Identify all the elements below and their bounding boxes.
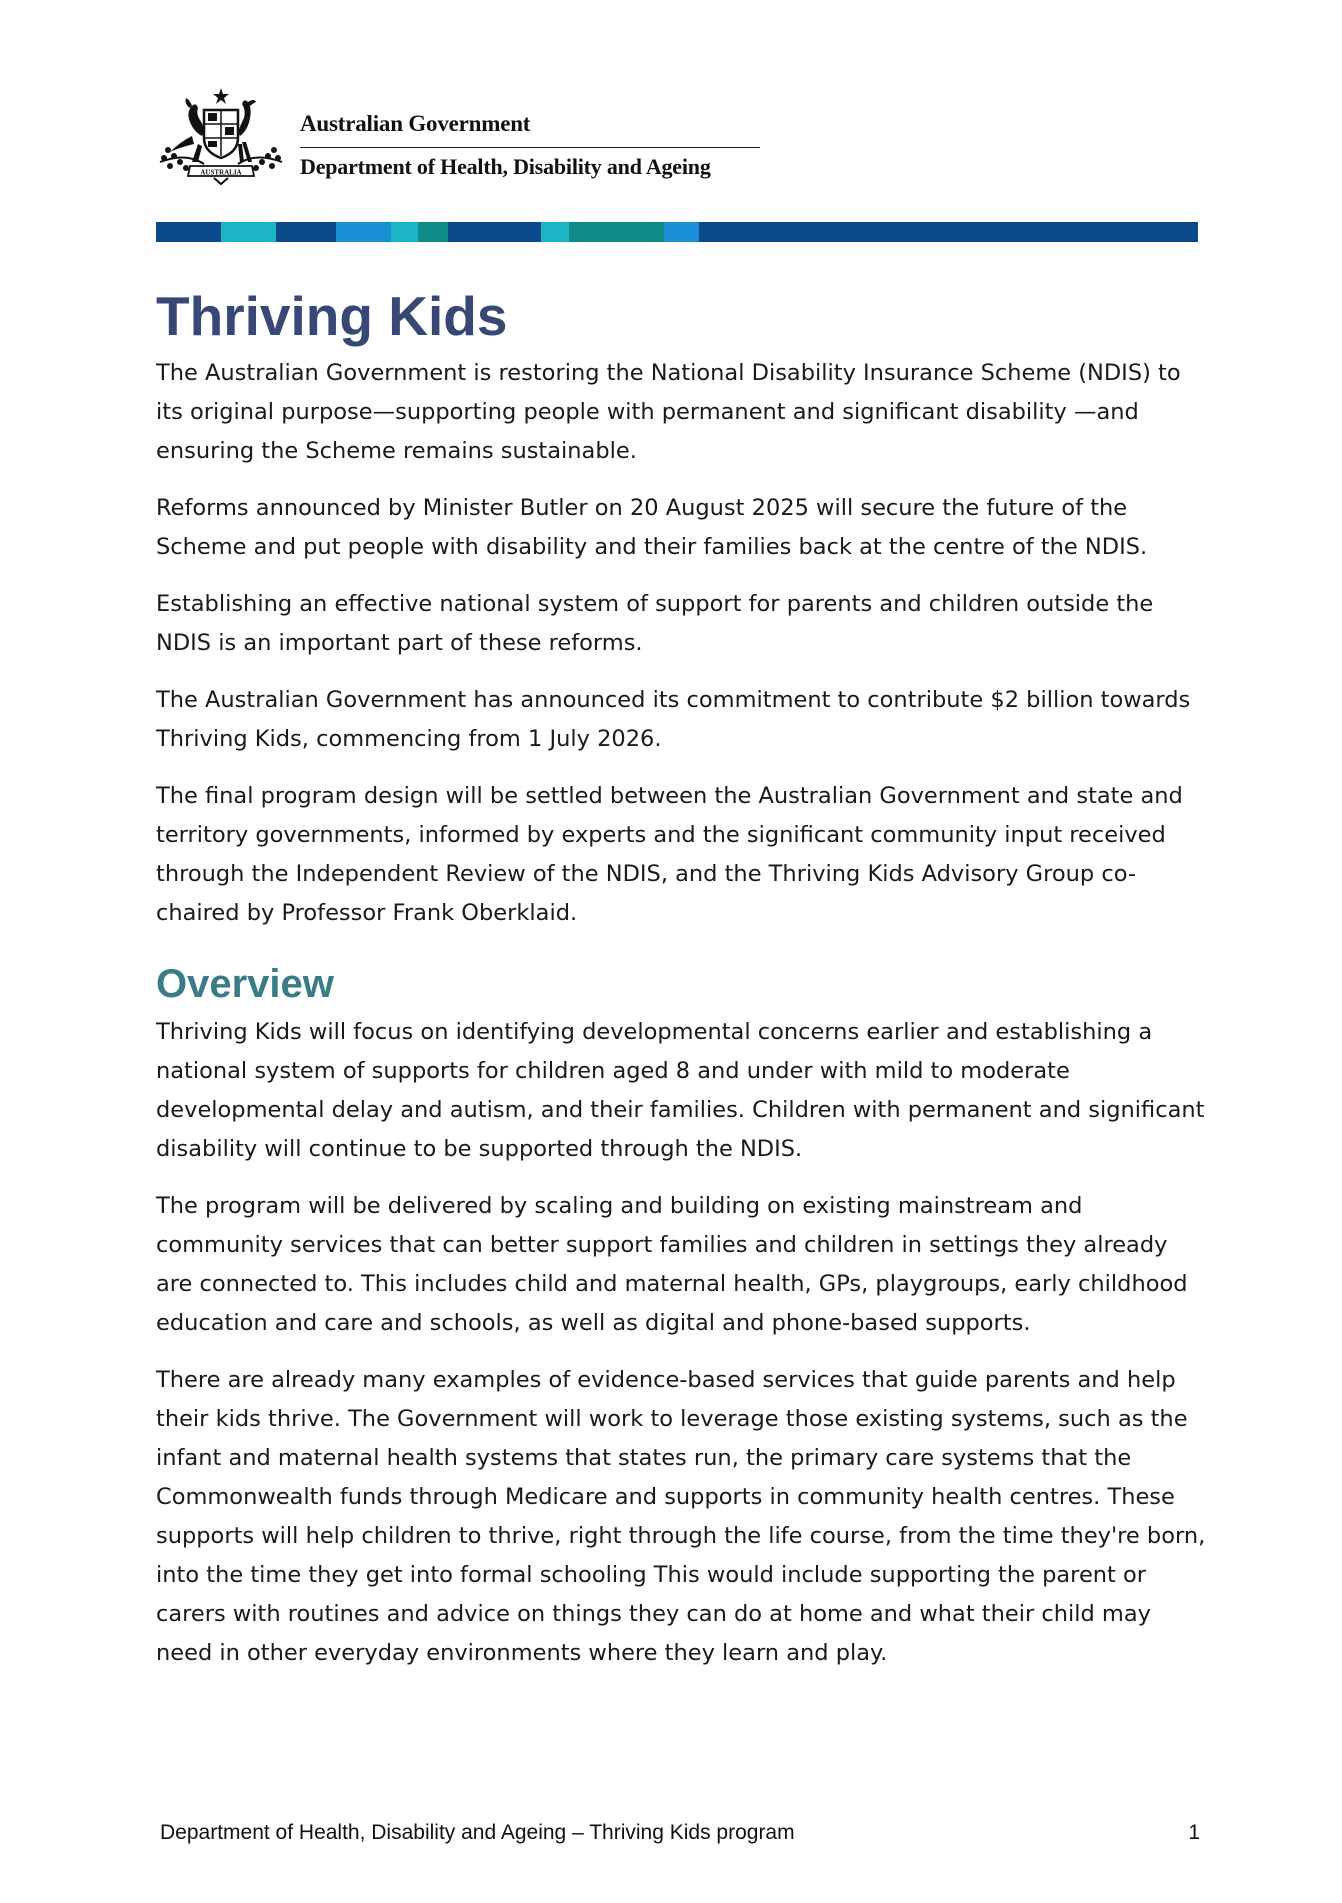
strip-segment [448, 222, 541, 242]
strip-segment [276, 222, 336, 242]
crest-motto: AUSTRALIA [200, 168, 242, 177]
strip-segment [156, 222, 221, 242]
footer-text: Department of Health, Disability and Ageing – Thriving Kids program [160, 1821, 795, 1844]
strip-segment [541, 222, 569, 242]
intro-paragraph: Reforms announced by Minister Butler on 20 August 2025 will secure the future of the Scheme and put people with disability and their families back at the centre of the NDIS. [156, 495, 1148, 560]
strip-segment [391, 222, 418, 242]
department-name: Department of Health, Disability and Ageing [300, 154, 711, 179]
decorative-colour-strip [156, 222, 1198, 242]
strip-segment [699, 222, 1198, 242]
strip-segment [664, 222, 699, 242]
coat-of-arms-logo [156, 86, 286, 186]
strip-segment [336, 222, 391, 242]
overview-paragraph: Thriving Kids will focus on identifying developmental concerns earlier and establishing a national system of supports for children aged 8 and under with mild to moderate developmental delay and autism, and their families. Children with permanent and significant disability will continue to be supported through the NDIS. [156, 1019, 1205, 1162]
intro-paragraph: The Australian Government has announced its commitment to contribute $2 billion towards Thriving Kids, commencing from 1 July 2026. [156, 687, 1191, 752]
overview-paragraph: The program will be delivered by scaling and building on existing mainstream and community services that can better support families and children in settings they already are connected to. This includes child and maternal health, GPs, playgroups, early childhood education and care and schools, as well as digital and phone-based supports. [156, 1193, 1188, 1336]
government-wordmark [300, 110, 760, 181]
page-number: 1 [1188, 1821, 1200, 1844]
intro-paragraph: The final program design will be settled between the Australian Government and state and territory governments, informed by experts and the significant community input received through the Independent Review of the NDIS, and the Thriving Kids Advisory Group co-chaired by Professor Frank Oberklaid. [156, 783, 1183, 926]
page-footer [160, 1820, 1200, 1846]
intro-paragraph: The Australian Government is restoring the National Disability Insurance Scheme (NDIS) to its original purpose—supporting people with permanent and significant disability —and ensuring the Scheme remains sustainable. [156, 360, 1181, 464]
strip-segment [569, 222, 664, 242]
overview-heading: Overview [156, 962, 334, 1006]
strip-segment [221, 222, 276, 242]
strip-segment [418, 222, 448, 242]
overview-paragraph: There are already many examples of evidence-based services that guide parents and help their kids thrive. The Government will work to leverage those existing systems, such as the infant and maternal health systems that states run, the primary care systems that the Commonwealth funds through Medicare and supports in community health centres. These supports will help children to thrive, right through the life course, from the time they're born, into the time they get into formal schooling This would include supporting the parent or carers with routines and advice on things they can do at home and what their child may need in other everyday environments where they learn and play. [156, 1367, 1206, 1666]
document-body [156, 280, 1208, 1691]
government-name: Australian Government [300, 111, 531, 136]
wordmark-divider [300, 147, 760, 148]
page-title: Thriving Kids [156, 285, 508, 347]
intro-paragraph: Establishing an effective national system of support for parents and children outside the NDIS is an important part of these reforms. [156, 591, 1154, 656]
